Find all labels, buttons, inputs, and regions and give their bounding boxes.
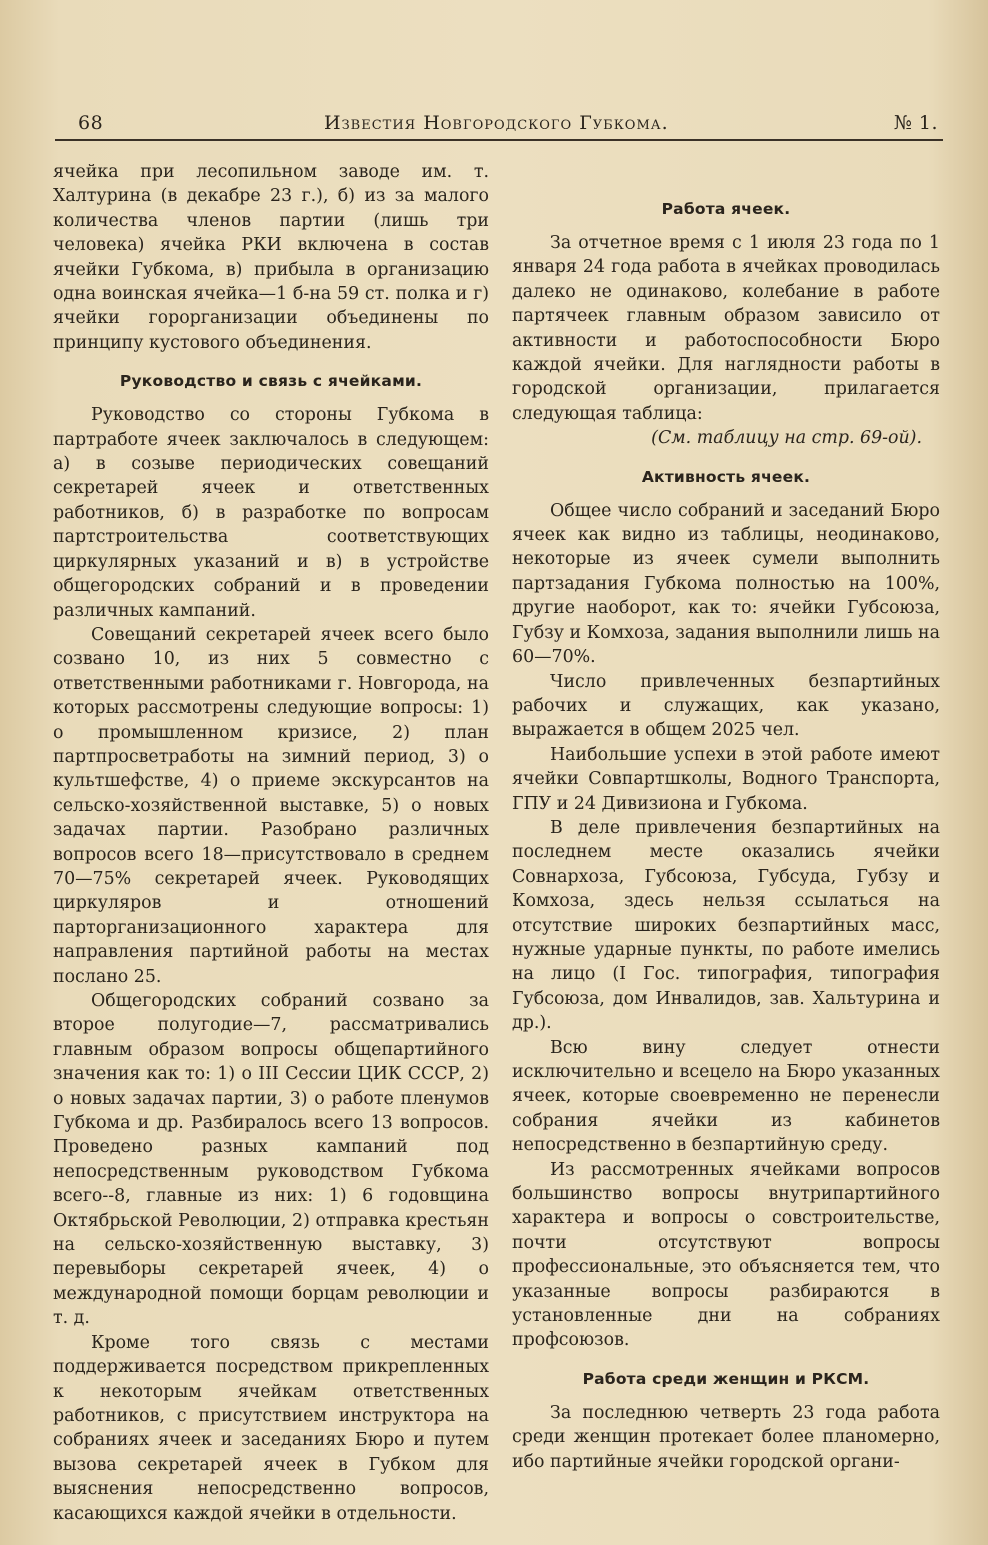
paragraph: Кроме того связь с местами поддерживается посредством прикрепленных к некоторым ячейкам ответственных работников, с присутствием инструктора на собраниях ячеек и заседаниях Бюро и путем вызова секретарей ячеек в Губком для выяснения непосредственно вопросов, касающихся каждой ячейки в отдельности.	[53, 1332, 489, 1524]
section-heading: Работа среди женщин и РКСМ.	[582, 1369, 870, 1388]
journal-title: Известия Новгородского Губкома.	[324, 112, 669, 134]
table-reference: (См. таблицу на стр. 69-ой).	[651, 428, 922, 449]
page-number: 68	[78, 112, 104, 134]
paragraph: Руководство со стороны Губкома в партработе ячеек заключалось в следующем: а) в созыве периодических совещаний секретарей ячеек и ответственных работников, б) в разработке по вопросам партстроительства соответствующих циркулярных указаний и в) в устройстве общегородских собраний и в проведении различных кампаний.	[53, 405, 489, 621]
right-column	[512, 197, 940, 1474]
paragraph: За отчетное время с 1 июля 23 года по 1 января 24 года работа в ячейках проводилась далеко не одинаково, колебание в работе партячеек главным образом зависило от активности и работоспособности Бюро каждой ячейки. Для наглядности работы в городской организации, прилагается следующая таблица:	[512, 233, 940, 424]
paragraph: Всю вину следует отнести исключительно и всецело на Бюро указанных ячеек, которые своевременно не перенесли собрания ячейки из кабинетов непосредственно в безпартийную среду.	[512, 1037, 940, 1156]
paragraph: Общее число собраний и заседаний Бюро ячеек как видно из таблицы, неодинаково, некоторые из ячеек сумели выполнить партзадания Губкома полностью на 100%, другие наоборот, как то: ячейки Губсоюза, Губзу и Комхоза, задания выполнили лишь на 60—70%.	[512, 500, 940, 668]
left-column	[53, 160, 489, 1526]
paragraph: Совещаний секретарей ячеек всего было созвано 10, из них 5 совместно с ответственными работниками г. Новгорода, на которых рассмотрены следующие вопросы: 1) о промышленном кризисе, 2) план партпросветработы на зимний период, 3) о культшефстве, 4) о приеме экскурсантов на сельско-хозяйственной выставке, 5) о новых задачах партии. Разобрано различных вопросов всего 18—присутствовало в среднем 70—75% секретарей ячеек. Руководящих циркуляров и отношений парторганизационного характера для направления партийной работы на местах послано 25.	[53, 624, 489, 987]
section-heading: Работа ячеек.	[661, 200, 791, 218]
paragraph: Общегородских собраний созвано за второе полугодие—7, рассматривались главным образом вопросы общепартийного значения как то: 1) о III Сессии ЦИК СССР, 2) о новых задачах партии, 3) о работе пленумов Губкома и др. Разбиралось всего 13 вопросов. Проведено разных кампаний под непосредственным руководством Губкома всего--8, главные из них: 1) 6 годовщина Октябрьской Революции, 2) отправка крестьян на сельско-хозяйственную выставку, 3) перевыборы секретарей ячеек, 4) о международной помощи борцам революции и т. д.	[53, 991, 489, 1329]
paragraph: Число привлеченных безпартийных рабочих и служащих, как указано, выражается в общем 2025 чел.	[512, 671, 940, 741]
section-heading: Активность ячеек.	[641, 467, 811, 486]
issue-number: № 1.	[893, 112, 938, 134]
section-heading: Руководство и связь с ячейками.	[119, 372, 423, 391]
paragraph: Из рассмотренных ячейками вопросов большинство вопросы внутрипартийного характера и вопросы о совстроительстве, почти отсутствуют вопросы профессиональные, это объясняется тем, что указанные вопросы разбираются в установленные дни на собраниях профсоюзов.	[512, 1159, 940, 1351]
paragraph: За последнюю четверть 23 года работа среди женщин протекает более планомерно, ибо партийные ячейки городской органи-	[512, 1402, 940, 1472]
paragraph: Наибольшие успехи в этой работе имеют ячейки Совпартшколы, Водного Транспорта, ГПУ и 24 Дивизиона и Губкома.	[512, 744, 940, 814]
paragraph: ячейка при лесопильном заводе им. т. Халтурина (в декабре 23 г.), б) из за малого количества членов партии (лишь три человека) ячейка РКИ включена в состав ячейки Губкома, в) прибыла в организацию одна воинская ячейка—1 б-на 59 ст. полка и г) ячейки горорганизации объединены по принципу кустового объединения.	[53, 162, 489, 353]
header-rule	[55, 139, 943, 141]
running-header	[78, 112, 938, 142]
paragraph: В деле привлечения безпартийных на последнем месте оказались ячейки Совнархоза, Губсоюза, Губсуда, Губзу и Комхоза, здесь нельзя ссылаться на отсутствие широких безпартийных масс, нужные ударные пункты, по работе имелись на лицо (I Гос. типография, типография Губсоюза, дом Инвалидов, зав. Хальтурина и др.).	[512, 817, 940, 1034]
